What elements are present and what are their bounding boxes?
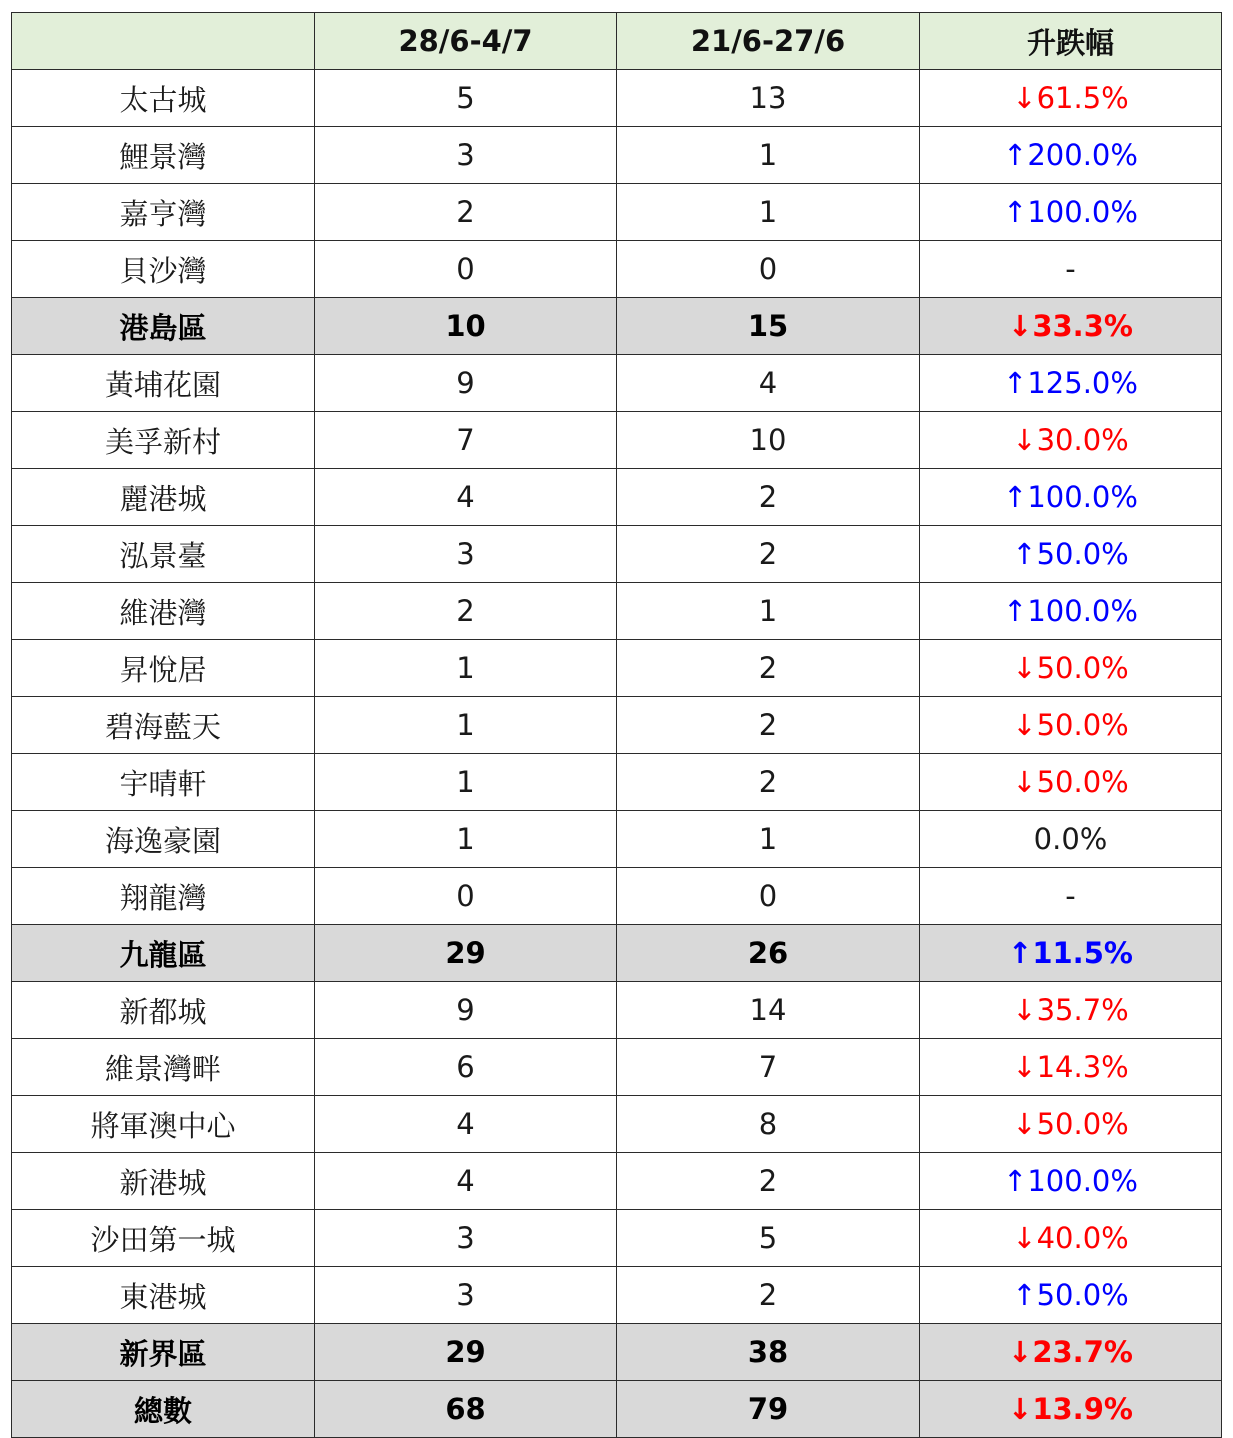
change-cell: ↓23.7% [920, 1324, 1222, 1381]
current-week-cell: 7 [315, 412, 617, 469]
previous-week-cell: 2 [617, 1153, 920, 1210]
table-row [12, 982, 1222, 1039]
table-row [12, 1039, 1222, 1096]
change-cell: ↑100.0% [920, 184, 1222, 241]
transactions-table [11, 12, 1222, 1438]
change-cell: ↓30.0% [920, 412, 1222, 469]
change-cell: ↓13.9% [920, 1381, 1222, 1438]
change-cell: ↑100.0% [920, 583, 1222, 640]
table-row [12, 583, 1222, 640]
table-row [12, 1096, 1222, 1153]
current-week-cell: 6 [315, 1039, 617, 1096]
previous-week-cell: 14 [617, 982, 920, 1039]
current-week-cell: 5 [315, 70, 617, 127]
estate-name-cell: 美孚新村 [12, 412, 315, 469]
change-cell: ↓50.0% [920, 697, 1222, 754]
previous-week-cell: 1 [617, 127, 920, 184]
change-cell: ↑100.0% [920, 1153, 1222, 1210]
header-change: 升跌幅 [920, 13, 1222, 70]
change-cell: ↑50.0% [920, 1267, 1222, 1324]
estate-name-cell: 九龍區 [12, 925, 315, 982]
change-cell: 0.0% [920, 811, 1222, 868]
previous-week-cell: 38 [617, 1324, 920, 1381]
current-week-cell: 10 [315, 298, 617, 355]
subtotal-row [12, 1381, 1222, 1438]
estate-name-cell: 貝沙灣 [12, 241, 315, 298]
current-week-cell: 0 [315, 868, 617, 925]
previous-week-cell: 10 [617, 412, 920, 469]
estate-name-cell: 東港城 [12, 1267, 315, 1324]
previous-week-cell: 13 [617, 70, 920, 127]
estate-name-cell: 翔龍灣 [12, 868, 315, 925]
estate-name-cell: 港島區 [12, 298, 315, 355]
current-week-cell: 4 [315, 1096, 617, 1153]
previous-week-cell: 1 [617, 811, 920, 868]
estate-name-cell: 昇悅居 [12, 640, 315, 697]
table-row [12, 526, 1222, 583]
previous-week-cell: 4 [617, 355, 920, 412]
current-week-cell: 2 [315, 583, 617, 640]
estate-name-cell: 海逸豪園 [12, 811, 315, 868]
table-row [12, 127, 1222, 184]
header-row [12, 13, 1222, 70]
table-row [12, 697, 1222, 754]
estate-name-cell: 新港城 [12, 1153, 315, 1210]
change-cell: - [920, 868, 1222, 925]
estate-name-cell: 麗港城 [12, 469, 315, 526]
current-week-cell: 3 [315, 1210, 617, 1267]
change-cell: ↑200.0% [920, 127, 1222, 184]
change-cell: - [920, 241, 1222, 298]
header-estate [12, 13, 315, 70]
previous-week-cell: 26 [617, 925, 920, 982]
table-row [12, 70, 1222, 127]
table-row [12, 811, 1222, 868]
estate-name-cell: 黃埔花園 [12, 355, 315, 412]
current-week-cell: 4 [315, 1153, 617, 1210]
table-row [12, 469, 1222, 526]
previous-week-cell: 2 [617, 469, 920, 526]
table-row [12, 355, 1222, 412]
previous-week-cell: 1 [617, 583, 920, 640]
change-cell: ↓50.0% [920, 754, 1222, 811]
current-week-cell: 9 [315, 355, 617, 412]
estate-name-cell: 維港灣 [12, 583, 315, 640]
estate-name-cell: 宇晴軒 [12, 754, 315, 811]
estate-name-cell: 太古城 [12, 70, 315, 127]
current-week-cell: 29 [315, 925, 617, 982]
current-week-cell: 9 [315, 982, 617, 1039]
estate-name-cell: 碧海藍天 [12, 697, 315, 754]
current-week-cell: 1 [315, 640, 617, 697]
change-cell: ↓35.7% [920, 982, 1222, 1039]
estate-name-cell: 鯉景灣 [12, 127, 315, 184]
change-cell: ↓50.0% [920, 640, 1222, 697]
current-week-cell: 0 [315, 241, 617, 298]
subtotal-row [12, 298, 1222, 355]
previous-week-cell: 2 [617, 526, 920, 583]
current-week-cell: 1 [315, 811, 617, 868]
estate-name-cell: 將軍澳中心 [12, 1096, 315, 1153]
table-row [12, 412, 1222, 469]
change-cell: ↓50.0% [920, 1096, 1222, 1153]
table-row [12, 184, 1222, 241]
change-cell: ↑11.5% [920, 925, 1222, 982]
current-week-cell: 68 [315, 1381, 617, 1438]
header-previous-week: 21/6-27/6 [617, 13, 920, 70]
table-row [12, 640, 1222, 697]
current-week-cell: 3 [315, 127, 617, 184]
table-row [12, 1153, 1222, 1210]
table-row [12, 1210, 1222, 1267]
previous-week-cell: 15 [617, 298, 920, 355]
previous-week-cell: 2 [617, 640, 920, 697]
estate-name-cell: 維景灣畔 [12, 1039, 315, 1096]
current-week-cell: 4 [315, 469, 617, 526]
estate-name-cell: 新界區 [12, 1324, 315, 1381]
table-header [12, 13, 1222, 70]
previous-week-cell: 2 [617, 754, 920, 811]
estate-name-cell: 新都城 [12, 982, 315, 1039]
table-row [12, 868, 1222, 925]
current-week-cell: 1 [315, 697, 617, 754]
previous-week-cell: 0 [617, 868, 920, 925]
table-body [12, 70, 1222, 1438]
previous-week-cell: 79 [617, 1381, 920, 1438]
header-current-week: 28/6-4/7 [315, 13, 617, 70]
previous-week-cell: 0 [617, 241, 920, 298]
change-cell: ↓40.0% [920, 1210, 1222, 1267]
previous-week-cell: 8 [617, 1096, 920, 1153]
change-cell: ↑100.0% [920, 469, 1222, 526]
estate-name-cell: 嘉亨灣 [12, 184, 315, 241]
estate-name-cell: 泓景臺 [12, 526, 315, 583]
previous-week-cell: 7 [617, 1039, 920, 1096]
subtotal-row [12, 1324, 1222, 1381]
current-week-cell: 29 [315, 1324, 617, 1381]
current-week-cell: 2 [315, 184, 617, 241]
table-row [12, 754, 1222, 811]
previous-week-cell: 2 [617, 697, 920, 754]
current-week-cell: 1 [315, 754, 617, 811]
table-row [12, 241, 1222, 298]
current-week-cell: 3 [315, 526, 617, 583]
change-cell: ↑50.0% [920, 526, 1222, 583]
change-cell: ↓33.3% [920, 298, 1222, 355]
estate-name-cell: 沙田第一城 [12, 1210, 315, 1267]
previous-week-cell: 1 [617, 184, 920, 241]
change-cell: ↓14.3% [920, 1039, 1222, 1096]
change-cell: ↓61.5% [920, 70, 1222, 127]
estate-name-cell: 總數 [12, 1381, 315, 1438]
previous-week-cell: 5 [617, 1210, 920, 1267]
current-week-cell: 3 [315, 1267, 617, 1324]
table-row [12, 1267, 1222, 1324]
change-cell: ↑125.0% [920, 355, 1222, 412]
subtotal-row [12, 925, 1222, 982]
previous-week-cell: 2 [617, 1267, 920, 1324]
